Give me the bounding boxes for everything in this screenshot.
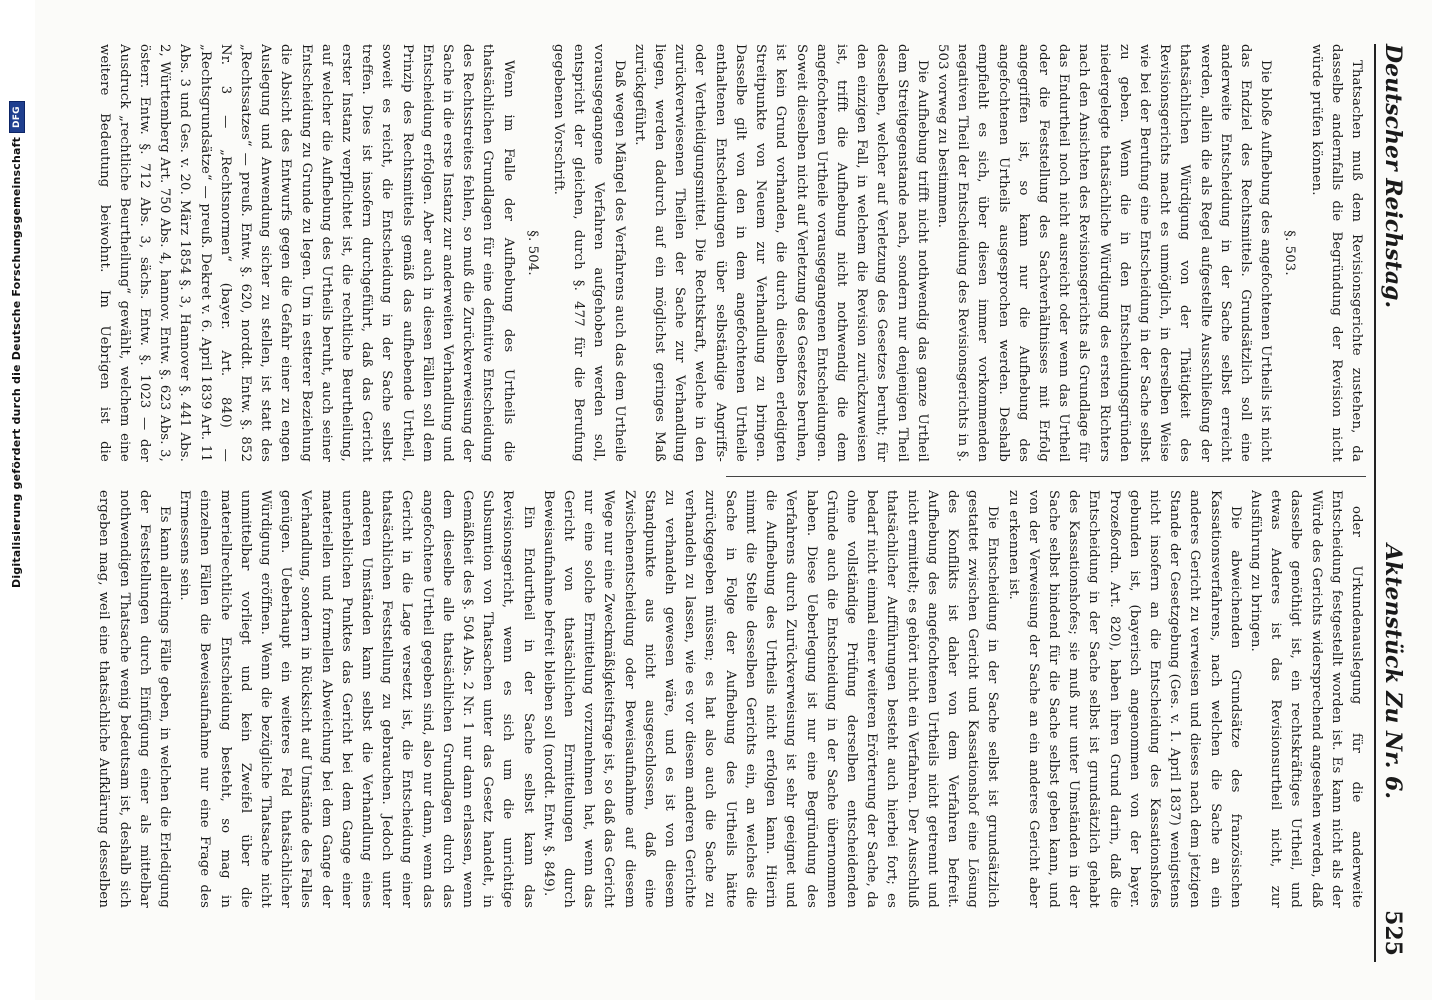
digitization-credit bbox=[8, 101, 25, 1000]
section-heading: §. 503. bbox=[1282, 230, 1298, 276]
page-number: 525 bbox=[1380, 910, 1406, 956]
paragraph: Ein Endurtheil in der Sache selbst kann das Revisionsgericht, wenn es sich um die unrichtige Subsumtion von Thatsachen unter das Gesetz handelt, in Gemäßheit des §. 504 Abs. 2 Nr. 1 nur dann erlassen, wenn dem dieselbe alle thatsächlichen Grundlagen durch das angefochtene Urtheil gegeben sind, also nur dann, wenn das Gericht in die Lage versetzt ist, die Entscheidung einer thatsächlichen Feststellung zu gebrauchen. Jedoch unter anderen Umständen kann selbst die Verhandlung eines unerheblichen Punktes das Gericht bei dem Gange einer materiellen und formellen Abweichung bei dem Gange der Verhandlung, sondern in Rücksicht auf Umstände des Falles genügen. Ueberhaupt ein weiteres Feld thatsächlicher Würdigung eröffnen. Wenn die bezügliche Thatsache nicht unmittelbar vorliegt und kein Zweifel über die materiellrechtliche Entscheidung besteht, so mag in einzelnen Fällen die Beweisaufnahme nur eine Frage des Ermessens sein. bbox=[177, 490, 536, 908]
paragraph: Die Aufhebung trifft nicht nothwendig das ganze Urtheil dem Streitgegenstande nach, sondern nur denjenigen Theil desselben, welcher auf Verletzung des Gesetzes beruht; für den einzigen Fall, in welchem die Revision zurückzuweisen ist, trifft die Aufhebung nicht nothwendig die dem angefochtenen Urtheile vorausgegangenen Entscheidungen. Soweit dieselben nicht auf Verletzung des Gesetzes beruhen, ist kein Grund vorhanden, die durch dieselben erledigten Streitpunkte von Neuem zur Verhandlung zu bringen. Dasselbe gilt von den in dem angefochtenen Urtheile enthaltenen Entscheidungen über selbständige Angriffs- oder Vertheidigungsmittel. Die Rechtskraft, welche in den zurückverwiesenen Theilen der Sache zur Verhandlung liegen, werden dadurch auf ein möglichst geringes Maß zurückgeführt. bbox=[631, 44, 930, 462]
paragraph: Thatsachen muß dem Revisionsgerichte zustehen, da dasselbe andernfalls die Begründung der Revision nicht würde prüfen können. bbox=[1308, 44, 1364, 462]
scanned-page bbox=[35, 0, 1432, 1000]
text-column-right bbox=[96, 490, 1366, 908]
paragraph: Die Entscheidung in der Sache selbst ist grundsätzlich gestattet zwischen Gericht und Kassationshof eine Lösung des Konflikts ist daher von dem Verfahren befreit. Aufhebung des angefochtenen Urtheils nicht getrennt und nicht ermittelt; es gehört nicht ein Verfahren. Der Ausschluß thatsächlicher Aufführungen besteht auch hierbei fort; es bedarf nicht einmal einer weiteren Erörterung der Sache, da ohne vollständige Prüfung derselben entscheidenden Gründe auch die Entscheidung in der Sache übernommen haben. Diese Ueberlegung ist nur eine Begründung des Verfahrens durch Zurückverweisung ist sehr geeignet und die Aufhebung des Urtheils nicht erfolgen kann. Hierin nimmt die Stelle desselben Gerichts ein, an welches die Sache in Folge der Aufhebung des Urtheils hätte zurückgegeben müssen; es hat also auch die Sache zu verhandeln zu lassen, wie es vor diesem anderen Gerichte zu verhandeln gewesen wäre, und es ist von diesem Standpunkte aus nicht ausgeschlossen, daß eine Zwischenentscheidung oder Beweisaufnahme auf diesem Wege nur eine Zweckmäßigkeitsfrage ist, so daß das Gericht nur eine solche Ermittelung vorzunehmen hat, wenn das Gericht von thatsächlichen Ermittelungen durch Beweisaufnahme befreit bleiben soll (norddt. Entw. §. 849). bbox=[540, 490, 1001, 908]
paragraph: Wenn im Falle der Aufhebung des Urtheils die thatsächlichen Grundlagen für eine definitive Entscheidung des Rechtsstreites fehlen, so muß die Zurückverweisung der Sache in die erste Instanz zur anderweiten Verhandlung und Entscheidung erfolgen. Aber auch in diesen Fällen soll dem Prinzip des Rechtsmittels gemäß das aufhebende Urtheil, soweit es reicht, die Entscheidung in der Sache selbst treffen. Dies ist insofern durchgeführt, daß das Gericht erster Instanz verpflichtet ist, die rechtliche Beurtheilung, auf welcher die Aufhebung des Urtheils beruht, auch seiner Entscheidung zu Grunde zu legen. Um in estterer Beziehung die Absicht des Entwurfs gegen die Gefahr einer zu engen Auslegung und Anwendung sicher zu stellen, ist statt des „Rechtssatzes“ — preuß. Entw. §. 620, norddt. Entw. §. 852 Nr. 3 — „Rechtsnormen“ (bayer. Art. 840) — „Rechtsgrundsätze“ — preuß. Dekret v. 6. April 1839 Art. 11 Abs. 3 und Ges. v. 20. März 1854 §. 3, Hannover §. 441 Abs. 2, Württemberg Art. 750 Abs. 4, hannov. Entw. §. 623 Abs. 3, österr. Entw. §. 712 Abs. 3, sächs. Entw. §. 1023 — der Ausdruck „rechtliche Beurtheilung“ gewählt, welchem eine weitere Bedeutung beiwohnt. Im Uebrigen ist die bbox=[96, 44, 516, 462]
section-heading: §. 504. bbox=[524, 230, 540, 276]
dfg-logo: DFG bbox=[9, 101, 25, 133]
paragraph: Die bloße Aufhebung des angefochtenen Urtheils ist nicht das Endziel des Rechtsmittels. Grundsätzlich soll eine anderweite Entscheidung in der Sache selbst erreicht werden, allein die als Regel aufgestellte Ausschließung der thatsächlichen Würdigung von der Thätigkeit des Revisionsgerichts macht es unmöglich, in derselben Weise wie bei der Berufung eine Entscheidung in der Sache selbst zu geben. Wenn die in den Entscheidungsgründen niedergelegte thatsächliche Würdigung des ersten Richters nach den Ansichten des Revisionsgerichts als Grundlage für das Endurtheil noch nicht ausreicht oder wenn das Urtheil oder die Feststellung des Sachverhältnisses mit Erfolg angegriffen ist, so kann nur die Aufhebung des angefochtenen Urtheils ausgesprochen werden. Deshalb empfiehlt es sich, über diesen immer vorkommenden negativen Theil der Entscheidung des Revisionsgerichts in §. 503 vorweg zu bestimmen. bbox=[934, 44, 1274, 462]
credit-text: Digitalisierung gefördert durch die Deutsche Forschungsgemeinschaft bbox=[10, 136, 23, 588]
header-title: Deutscher Reichstag. bbox=[1380, 44, 1406, 309]
text-column-left bbox=[96, 44, 1366, 462]
page-header bbox=[1374, 44, 1414, 962]
paragraph: oder Urkundenauslegung für die anderweite Entscheidung festgestellt worden ist. Es kann nicht als der Würde des Gerichts widersprechend angesehen werden, daß dasselbe genöthigt ist, ein rechtskräftiges Urtheil, und etwas Anderes ist das Revisionsurtheil nicht, zur Ausführung zu bringen. bbox=[1247, 490, 1364, 908]
paragraph: Daß wegen Mängel des Verfahrens auch das dem Urtheile vorausgegangene Verfahren aufgehoben werden soll, entspricht der gleichen, durch §. 477 für die Berufung gegebenen Vorschrift. bbox=[551, 44, 627, 462]
paragraph: Es kann allerdings Fälle geben, in welchen die Erledigung der Feststellungen durch Einfügung einer als mittelbar nothwendigen Thatsache wenig bedeutsam ist, deshalb sich ergeben mag, weil eine thatsächliche Aufklärung desselben bbox=[96, 490, 173, 908]
paragraph: Die abweichenden Grundsätze des französischen Kassationsverfahrens, nach welchen die Sache an ein anderes Gericht zu verweisen und dieses nach dem jetzigen Stande der Gesetzgebung (Ges. v. 1. April 1837) wenigstens nicht insofern an die Entscheidung des Kassationshofes gebunden ist, (bayerisch angenommen von der bayer. Prozeßordn. Art. 820), haben ihren Grund darin, daß die Entscheidung in der Sache selbst ist grundsätzlich gehabt des Kassationshofes; sie muß nur unter Umständen in der Sache selbst bindend für die Sache selbst geben kann, und von der Verweisung der Sache an ein anderes Gericht aber zu erkennen ist. bbox=[1005, 490, 1243, 908]
header-document-ref: Aktenstück Zu Nr. 6. bbox=[1380, 544, 1406, 799]
column-divider bbox=[726, 476, 1366, 477]
